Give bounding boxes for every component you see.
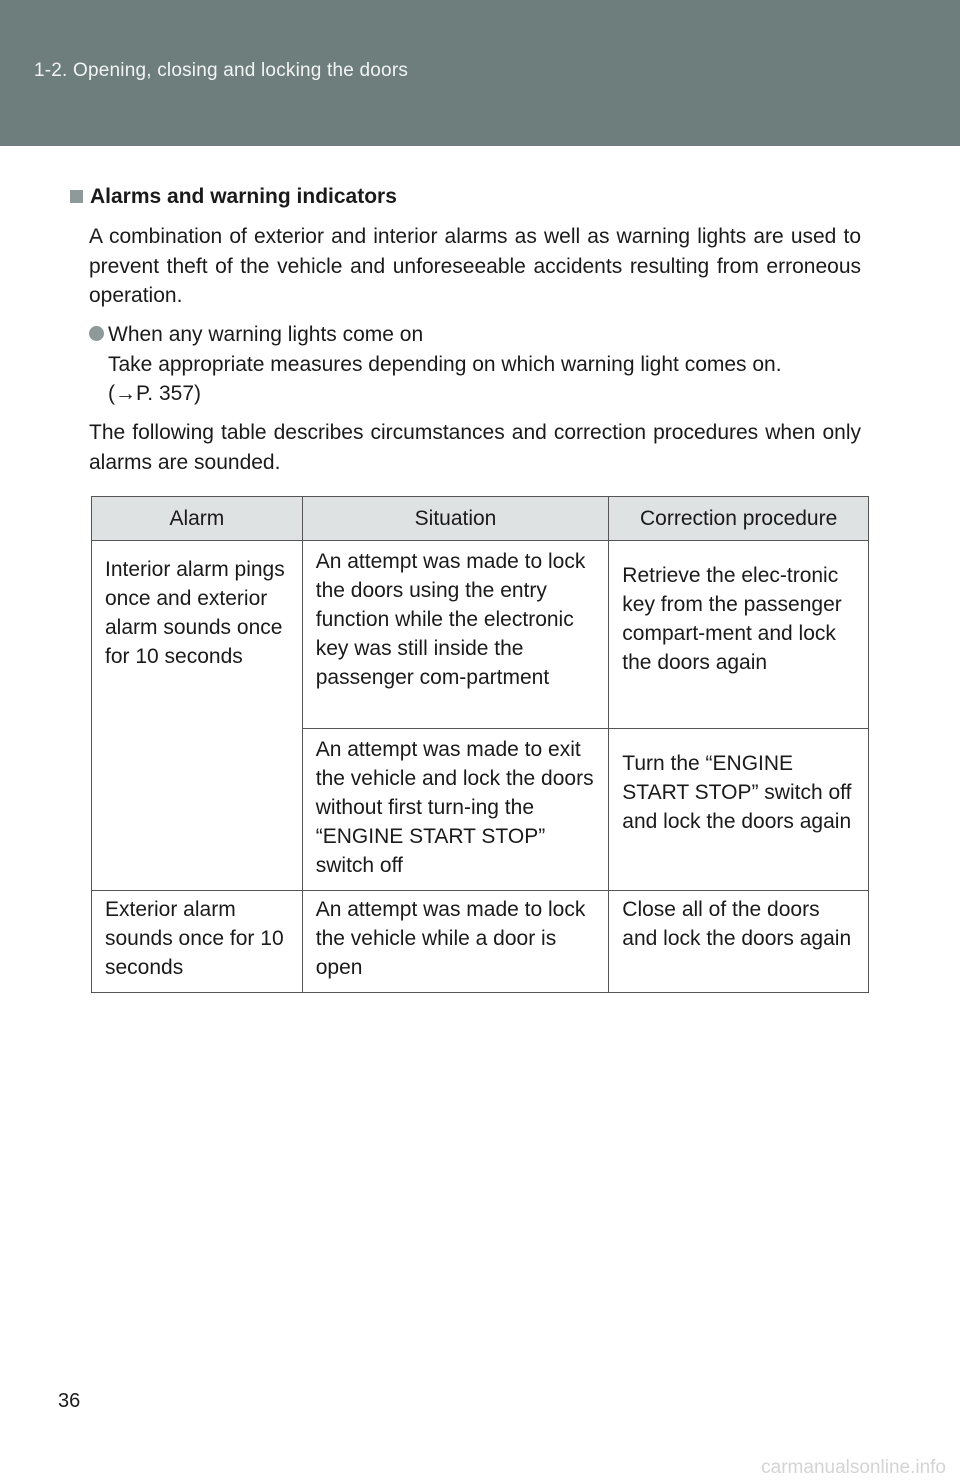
- correction-cell: Retrieve the elec-tronic key from the passenger compart-ment and lock the doors again: [609, 541, 869, 729]
- page-header: [0, 0, 960, 146]
- table-header-row: [92, 497, 869, 541]
- column-header-correction: Correction procedure: [609, 497, 869, 541]
- table-intro-paragraph: The following table describes circumstances and correction procedures when only alarms are sounded.: [89, 421, 861, 474]
- alarm-table: [91, 496, 869, 993]
- intro-paragraph: A combination of exterior and interior alarms as well as warning lights are used to prevent theft of the vehicle and unforeseeable accidents resulting from erroneous operation.: [89, 225, 861, 307]
- column-header-alarm: Alarm: [92, 497, 303, 541]
- section-heading-text: Alarms and warning indicators: [90, 185, 397, 208]
- bullet-item: [89, 320, 869, 409]
- page-reference-link[interactable]: (→P. 357): [108, 382, 201, 405]
- situation-cell: An attempt was made to lock the vehicle while a door is open: [302, 891, 609, 993]
- correction-cell: Turn the “ENGINE START STOP” switch off and lock the doors again: [609, 729, 869, 891]
- chapter-title: 1-2. Opening, closing and locking the doors: [34, 60, 409, 81]
- page-number: 36: [58, 1390, 81, 1412]
- column-header-situation: Situation: [302, 497, 609, 541]
- situation-cell: An attempt was made to lock the doors using the entry function while the electronic key was still inside the passenger com-partment: [302, 541, 609, 729]
- table-row: [92, 541, 869, 729]
- alarm-cell: Exterior alarm sounds once for 10 seconds: [92, 891, 303, 993]
- circle-bullet-icon: [89, 326, 104, 341]
- bullet-text: Take appropriate measures depending on which warning light comes on.: [108, 352, 782, 376]
- bullet-title: When any warning lights come on: [108, 323, 424, 346]
- square-bullet-icon: [70, 190, 83, 203]
- situation-cell: An attempt was made to exit the vehicle and lock the doors without first turn-ing the “ENGINE START STOP” switch off: [302, 729, 609, 891]
- correction-cell: Close all of the doors and lock the doors again: [609, 891, 869, 993]
- alarm-cell: Interior alarm pings once and exterior alarm sounds once for 10 seconds: [92, 541, 303, 891]
- bullet-content: [108, 320, 869, 409]
- section-heading: [70, 185, 397, 209]
- watermark: carmanualsonline.info: [761, 1457, 946, 1478]
- table-row: [92, 891, 869, 993]
